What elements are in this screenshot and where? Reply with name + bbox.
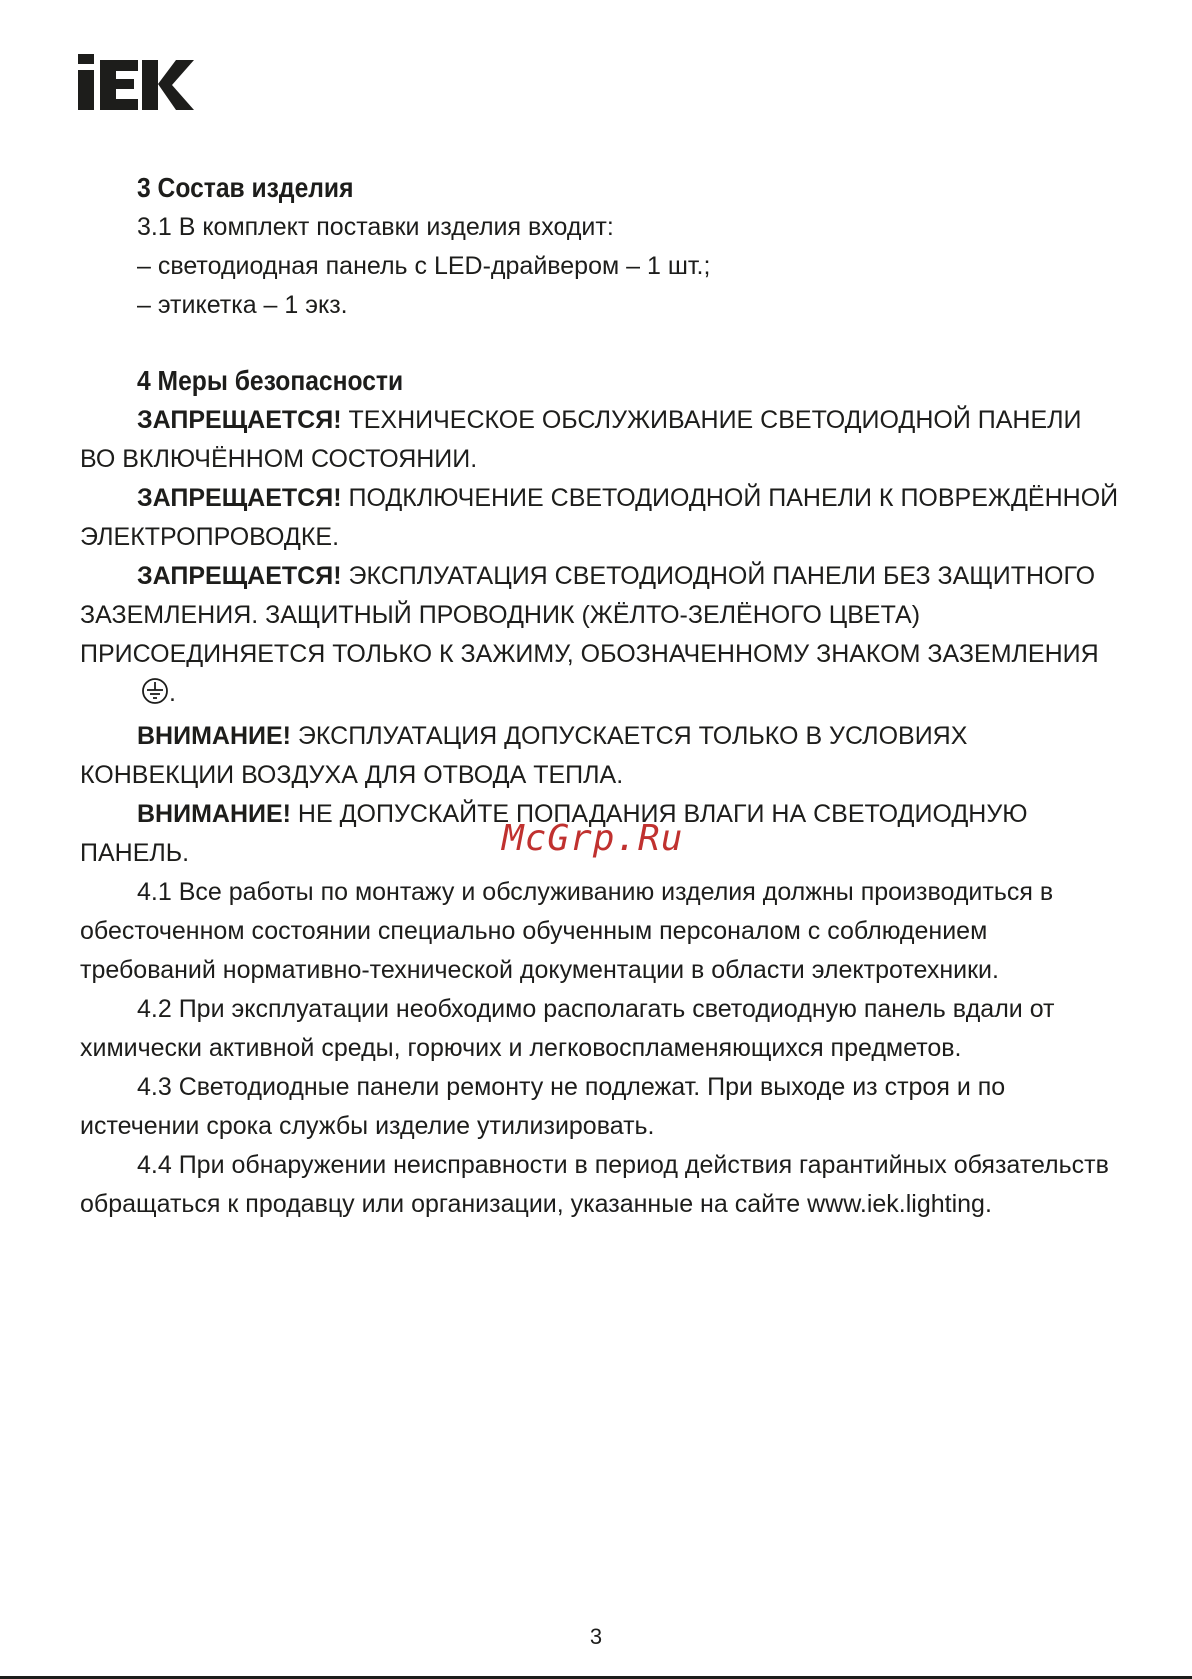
warning-text: ТЕХНИЧЕСКОЕ ОБСЛУЖИВАНИЕ СВЕТОДИОДНОЙ ПАНЕЛИ ВО ВКЛЮЧЁННОМ СОСТОЯНИИ.	[80, 406, 1082, 473]
watermark: McGrp.Ru	[502, 818, 684, 859]
warning-paragraph	[80, 401, 1120, 479]
list-item: – этикетка – 1 экз.	[137, 291, 348, 319]
warning-text: НЕ ДОПУСКАЙТЕ ПОПАДАНИЯ ВЛАГИ НА СВЕТОДИОДНУЮ ПАНЕЛЬ.	[80, 800, 1028, 867]
ground-symbol-icon	[84, 677, 169, 717]
paragraph-3-1: 3.1 В комплект поставки изделия входит:	[137, 213, 614, 241]
paragraph-4-1: 4.1 Все работы по монтажу и обслуживанию изделия должны производиться в обесточенном состоянии специально обученным персоналом с соблюдением требований нормативно-технической документации в области электротехники.	[80, 878, 1054, 984]
warning-suffix: .	[169, 679, 176, 707]
warning-paragraph	[80, 557, 1120, 717]
warning-text: ЭКСПЛУАТАЦИЯ ДОПУСКАЕТСЯ ТОЛЬКО В УСЛОВИЯХ КОНВЕКЦИИ ВОЗДУХА ДЛЯ ОТВОДА ТЕПЛА.	[80, 722, 968, 789]
warning-paragraph	[80, 717, 1120, 795]
warning-text: ЭКСПЛУАТАЦИЯ СВЕТОДИОДНОЙ ПАНЕЛИ БЕЗ ЗАЩИТНОГО ЗАЗЕМЛЕНИЯ. ЗАЩИТНЫЙ ПРОВОДНИК (ЖЁЛТО-ЗЕЛЁНОГО ЦВЕТА) ПРИСОЕДИНЯЕТСЯ ТОЛЬКО К ЗАЖИМУ, ОБОЗНАЧЕННОМУ ЗНАКОМ ЗАЗЕМЛЕНИЯ	[80, 562, 1099, 668]
list-item: – светодиодная панель с LED-драйвером – 1 шт.;	[137, 252, 711, 280]
iek-logo	[78, 54, 194, 115]
document-body	[80, 168, 1120, 1224]
page-number: 3	[589, 1624, 603, 1649]
warning-paragraph	[80, 479, 1120, 557]
warning-label: ЗАПРЕЩАЕТСЯ!	[137, 484, 342, 512]
warning-label: ЗАПРЕЩАЕТСЯ!	[137, 406, 342, 434]
paragraph-4-4: 4.4 При обнаружении неисправности в период действия гарантийных обязательств обращаться к продавцу или организации, указанные на сайте www.iek.lighting.	[80, 1151, 1109, 1218]
paragraph-4-3: 4.3 Светодиодные панели ремонту не подлежат. При выходе из строя и по истечении срока службы изделие утилизировать.	[80, 1073, 1006, 1140]
warning-label: ВНИМАНИЕ!	[137, 722, 291, 750]
paragraph-4-2: 4.2 При эксплуатации необходимо располагать светодиодную панель вдали от химически активной среды, горючих и легковоспламеняющихся предметов.	[80, 995, 1055, 1062]
warning-text: ПОДКЛЮЧЕНИЕ СВЕТОДИОДНОЙ ПАНЕЛИ К ПОВРЕЖДЁННОЙ ЭЛЕКТРОПРОВОДКЕ.	[80, 484, 1119, 551]
section-4-title: 4 Меры безопасности	[137, 365, 404, 396]
warning-label: ВНИМАНИЕ!	[137, 800, 291, 828]
warning-label: ЗАПРЕЩАЕТСЯ!	[137, 562, 342, 590]
section-3-title: 3 Состав изделия	[137, 172, 354, 203]
iek-logo-mark	[78, 54, 194, 110]
